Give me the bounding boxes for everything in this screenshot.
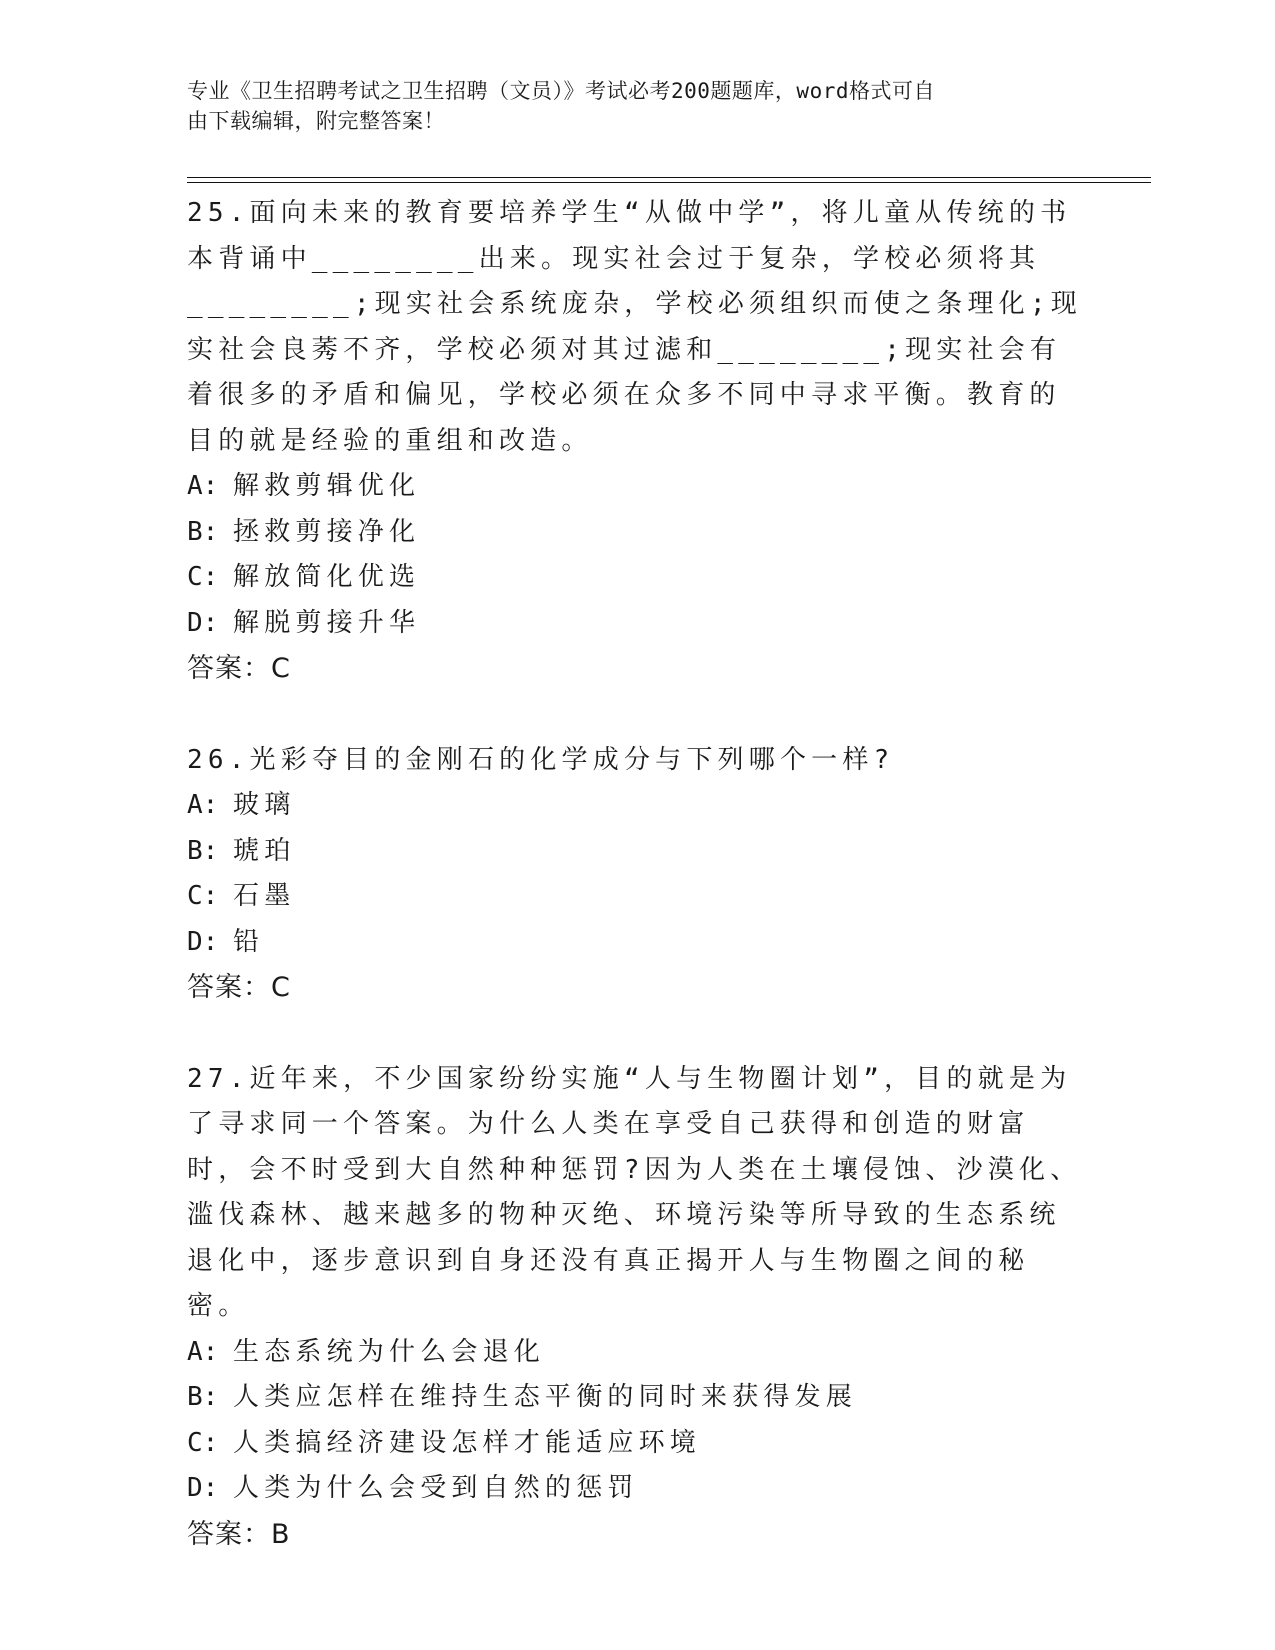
option-text: 人类应怎样在维持生态平衡的同时来获得发展	[233, 1382, 858, 1412]
question-27	[187, 1057, 1087, 1558]
document-header	[187, 76, 1067, 136]
option-text: 石墨	[233, 881, 296, 911]
option-c	[187, 1421, 1087, 1467]
answer-line: 答案：C	[187, 653, 291, 684]
question-text: 25.面向未来的教育要培养学生“从做中学”，将儿童从传统的书本背诵中________出来。现实社会过于复杂，学校必须将其________;现实社会系统庞杂，学校必须组织而使之条理化;现实社会良莠不齐，学校必须对其过滤和________;现实社会有着很多的矛盾和偏见，学校必须在众多不同中寻求平衡。教育的目的就是经验的重组和改造。	[187, 198, 1082, 456]
option-a	[187, 1330, 1087, 1376]
header-line-2: 由下载编辑，附完整答案！	[187, 109, 445, 133]
question-26	[187, 738, 1087, 1011]
option-d	[187, 601, 1087, 647]
option-a	[187, 783, 1087, 829]
option-key: C:	[187, 562, 219, 592]
option-key: C:	[187, 1427, 219, 1458]
header-line-1: 专业《卫生招聘考试之卫生招聘（文员）》考试必考200题题库，word格式可自	[187, 79, 935, 103]
header-divider-top	[187, 177, 1151, 178]
option-c	[187, 874, 1087, 920]
option-text: 琥珀	[233, 835, 296, 866]
option-key: B:	[187, 835, 219, 866]
question-list	[187, 191, 1087, 1603]
option-text: 生态系统为什么会退化	[233, 1336, 546, 1367]
option-b	[187, 1375, 1087, 1421]
option-key: A:	[187, 471, 219, 501]
option-text: 解放简化优选	[233, 562, 421, 592]
option-key: B:	[187, 516, 219, 547]
option-key: B:	[187, 1382, 219, 1412]
option-key: C:	[187, 881, 219, 911]
option-d	[187, 1466, 1087, 1512]
answer-line: 答案：B	[187, 1518, 291, 1550]
option-text: 铅	[233, 926, 265, 957]
option-text: 玻璃	[233, 790, 296, 820]
answer-line: 答案：C	[187, 972, 291, 1003]
option-b	[187, 510, 1087, 556]
option-key: D:	[187, 607, 219, 638]
option-key: D:	[187, 1473, 219, 1503]
option-d	[187, 920, 1087, 966]
option-b	[187, 829, 1087, 875]
header-divider-bottom	[187, 182, 1151, 183]
option-text: 拯救剪接净化	[233, 516, 421, 547]
question-25	[187, 191, 1087, 692]
option-key: A:	[187, 1336, 219, 1367]
option-key: A:	[187, 790, 219, 820]
option-text: 解脱剪接升华	[233, 607, 421, 638]
question-text: 27.近年来，不少国家纷纷实施“人与生物圈计划”，目的就是为了寻求同一个答案。为什么人类在享受自己获得和创造的财富时，会不时受到大自然种种惩罚?因为人类在土壤侵蚀、沙漠化、滥伐森林、越来越多的物种灭绝、环境污染等所导致的生态系统退化中，逐步意识到自身还没有真正揭开人与生物圈之间的秘密。	[187, 1063, 1082, 1321]
option-text: 人类为什么会受到自然的惩罚	[233, 1473, 639, 1503]
question-text: 26.光彩夺目的金刚石的化学成分与下列哪个一样?	[187, 744, 895, 775]
option-text: 人类搞经济建设怎样才能适应环境	[233, 1427, 702, 1458]
option-key: D:	[187, 926, 219, 957]
option-text: 解救剪辑优化	[233, 471, 421, 501]
option-c	[187, 555, 1087, 601]
option-a	[187, 464, 1087, 510]
